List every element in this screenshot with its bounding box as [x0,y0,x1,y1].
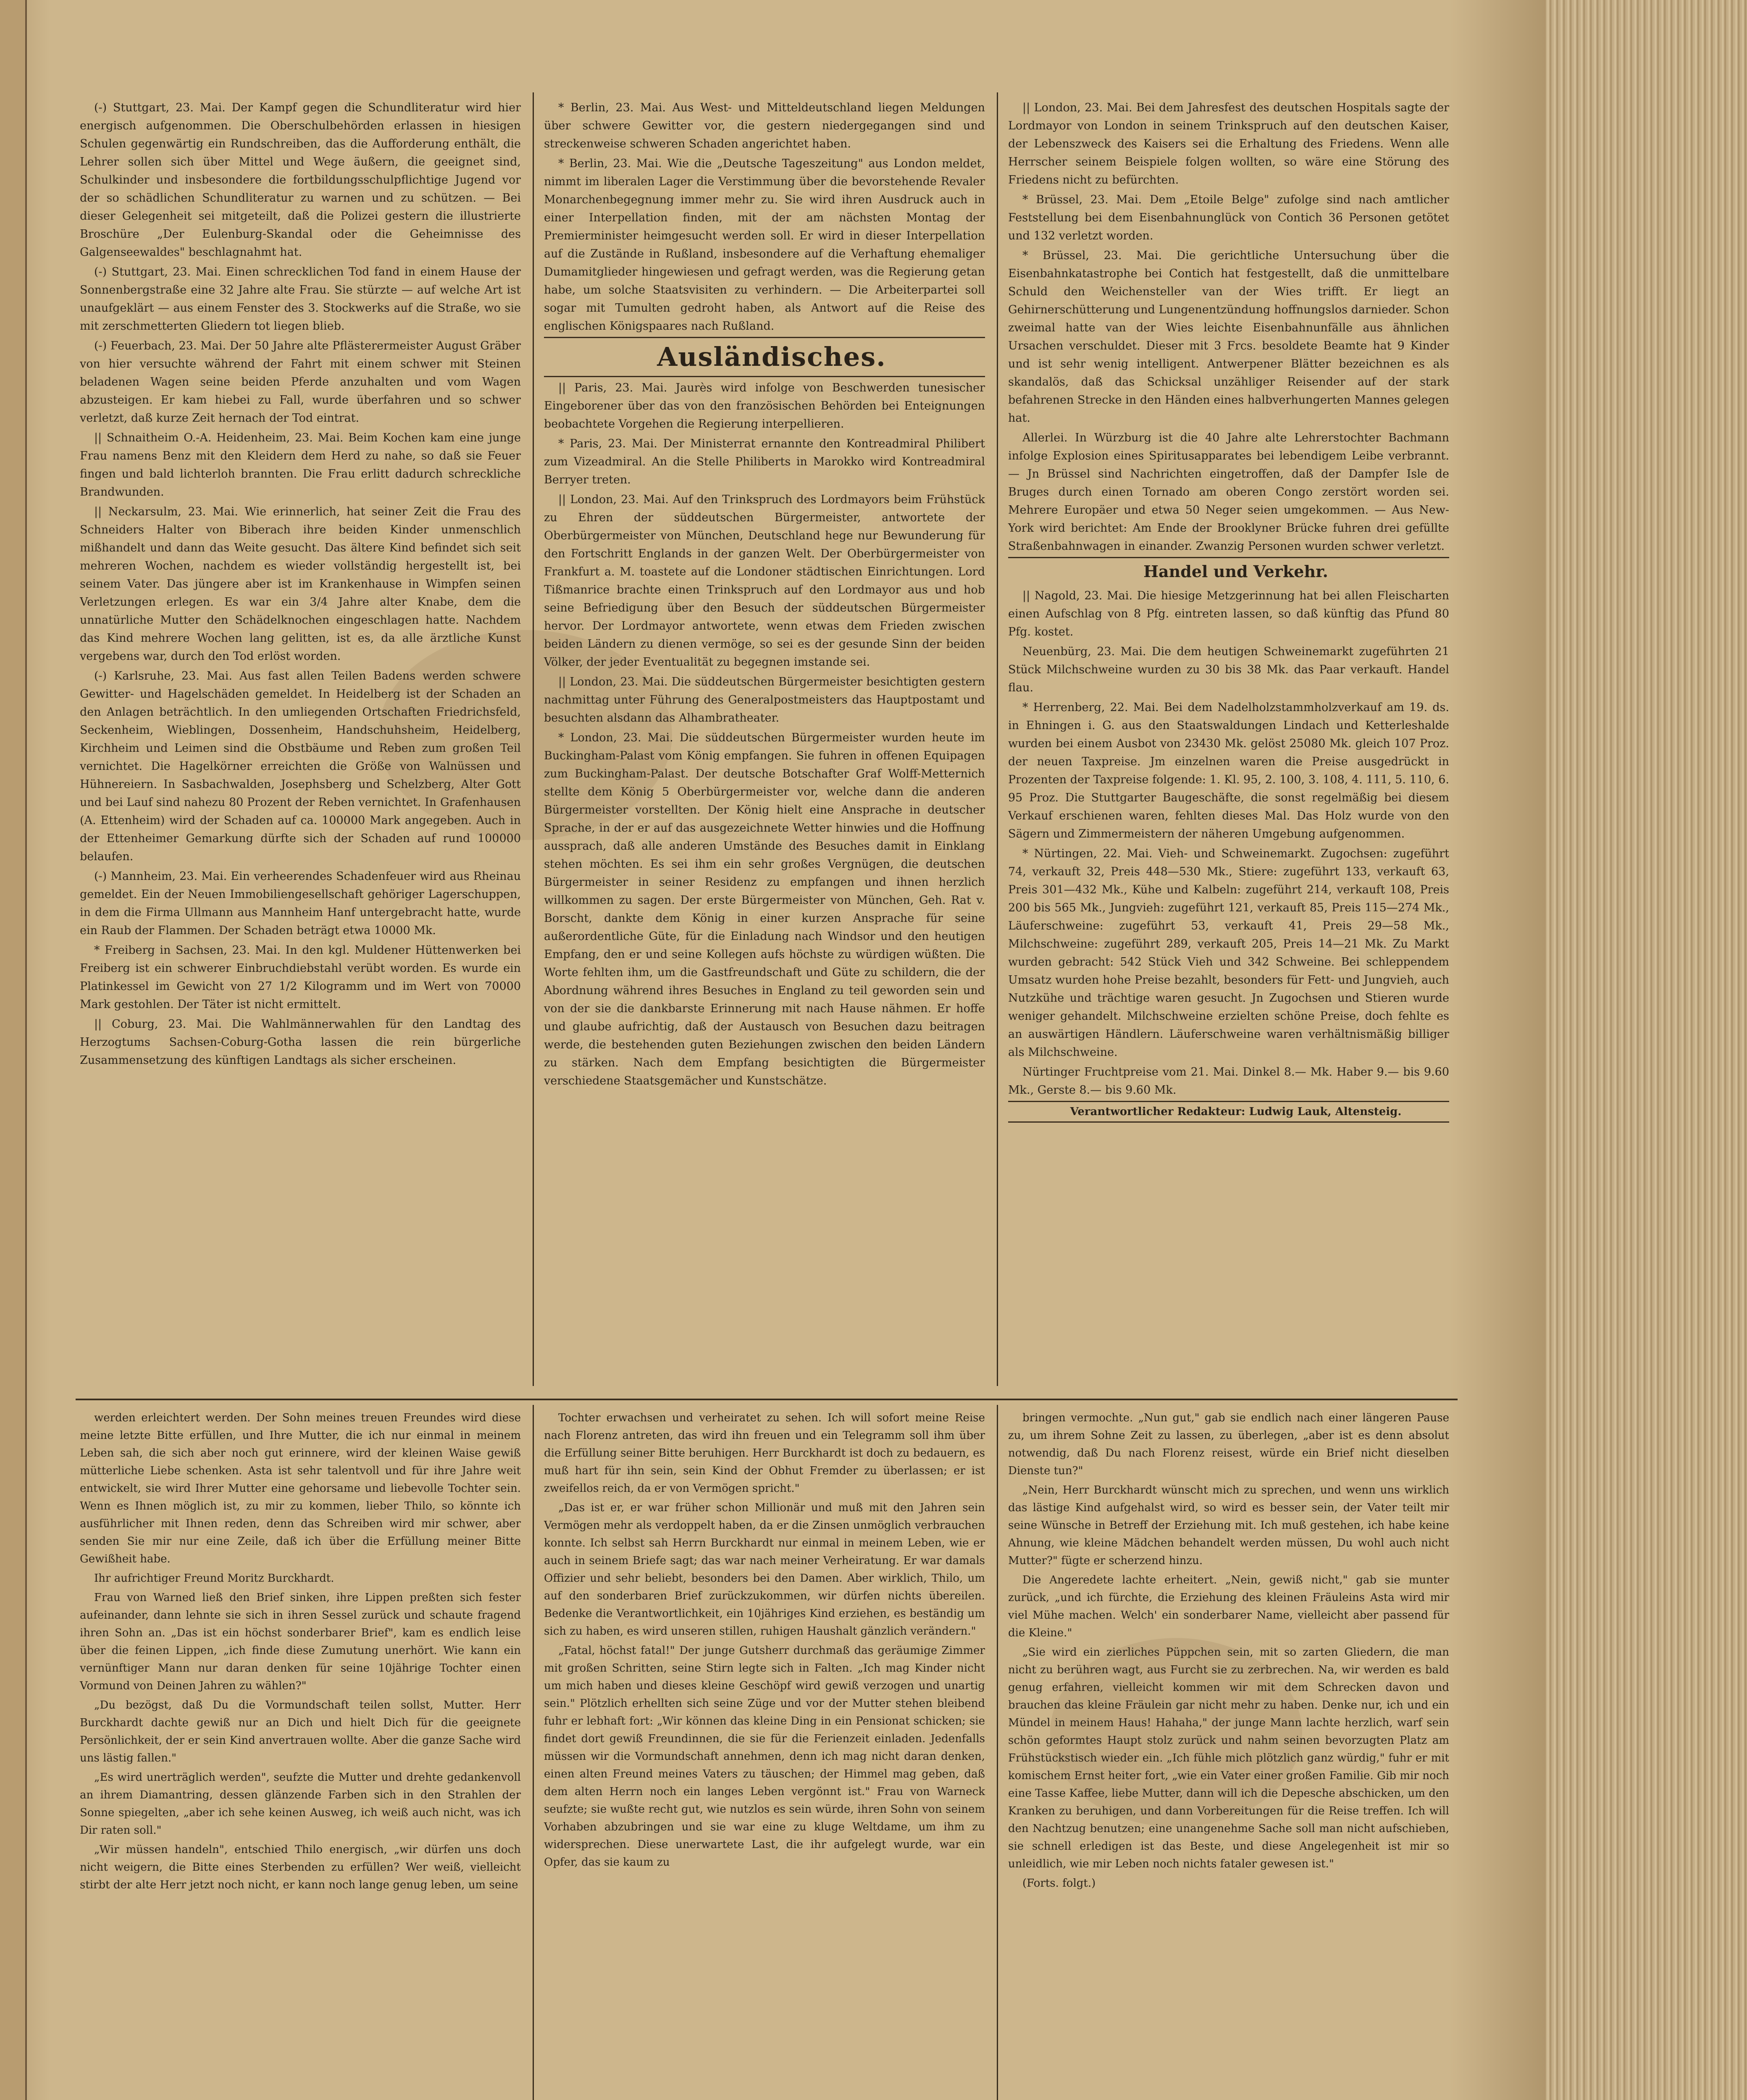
column-rule [533,1405,534,2100]
column-rule [997,1405,998,2100]
news-item: || Neckarsulm, 23. Mai. Wie erinnerlich, hat seiner Zeit die Frau des Schneiders Halter von Biberach ihre beiden Kinder unmenschlich mißhandelt und dann das Weite gesucht. Das ältere Kind befindet sich seit mehreren Wochen, nachdem es wieder vollständig hergestellt ist, bei seinem Vater. Das jüngere aber ist im Krankenhause in Wimpfen seinen Verletzungen erlegen. Es war ein 3/4 Jahre alter Knabe, dem die unnatürliche Mutter den Schädelknochen eingeschlagen hatte. Nachdem das Kind mehrere Wochen lang gelitten, ist es, da alle ärztliche Kunst vergebens war, durch den Tod erlöst worden. [80,505,521,663]
facing-page-edge [0,0,27,2100]
news-item: * Paris, 23. Mai. Der Ministerrat ernannte den Kontreadmiral Philibert zum Vizeadmiral. An die Stelle Philiberts in Marokko wird Kontreadmiral Berryer treten. [544,437,985,486]
news-item: Nürtinger Fruchtpreise vom 21. Mai. Dinkel 8.— Mk. Haber 9.— bis 9.60 Mk., Gerste 8.— bis 9.60 Mk. [1008,1066,1449,1097]
news-item: (-) Feuerbach, 23. Mai. Der 50 Jahre alte Pflästerermeister August Gräber von hier versuchte während der Fahrt mit einem schwer mit Steinen beladenen Wagen seine beiden Pferde anzuhalten und vom Wagen abzusteigen. Er kam hiebei zu Fall, wurde überfahren und so schwer verletzt, daß kurze Zeit hernach der Tod eintrat. [80,339,521,425]
news-column-1 [80,99,521,1071]
news-item: * Nürtingen, 22. Mai. Vieh- und Schweinemarkt. Zugochsen: zugeführt 74, verkauft 32, Preis 448—530 Mk., Stiere: zugeführt 133, verkauft 63, Preis 301—432 Mk., Kühe und Kalbeln: zugeführt 214, verkauft 108, Preis 200 bis 565 Mk., Jungvieh: zugeführt 121, verkauft 85, Preis 115—274 Mk., Läuferschweine: zugeführt 53, verkauft 41, Preis 29—58 Mk., Milchschweine: zugeführt 289, verkauft 205, Preis 14—21 Mk. Zu Markt wurden gebracht: 542 Stück Vieh und 342 Schweine. Bei schleppendem Umsatz wurden hohe Preise bezahlt, besonders für Fett- und Jungvieh, auch Nutzkühe und trächtige waren gesucht. Jn Zugochsen und Stieren wurde weniger gehandelt. Milchschweine erzielten schöne Preise, doch fehlte es an auswärtigen Händlern. Läuferschweine waren verhältnismäßig billiger als Milchschweine. [1008,847,1449,1059]
inland-news [544,99,985,335]
feuilleton-paragraph: „Wir müssen handeln", entschied Thilo energisch, „wir dürfen uns doch nicht weigern, die Bitte eines Sterbenden zu erfüllen? Wer weiß, vielleicht stirbt der alte Herr jetzt noch nicht, er kann noch lange genug leben, um seine [80,1843,521,1891]
trade-news [1008,587,1449,1099]
feuilleton-paragraph: Ihr aufrichtiger Freund Moritz Burckhardt. [94,1572,334,1585]
feuilleton-paragraph: bringen vermochte. „Nun gut," gab sie endlich nach einer längeren Pause zu, um ihrem Sohne Zeit zu lassen, zu überlegen, „aber ist es denn absolut notwendig, daß Du nach Florenz reisest, würde ein Brief nicht dieselben Dienste tun?" [1008,1412,1449,1477]
news-item: || Nagold, 23. Mai. Die hiesige Metzgerinnung hat bei allen Fleischarten einen Aufschlag von 8 Pfg. eintreten lassen, so daß künftig das Pfund 80 Pfg. kostet. [1008,589,1449,638]
column-rule [533,92,534,1386]
section-heading-handel: Handel und Verkehr. [1008,557,1449,585]
book-binding-edge [1546,0,1747,2100]
news-item: Neuenbürg, 23. Mai. Die dem heutigen Schweinemarkt zugeführten 21 Stück Milchschweine wurden zu 30 bis 38 Mk. das Paar verkauft. Handel flau. [1008,645,1449,694]
feuilleton-column-2 [544,1409,985,1873]
news-item: * London, 23. Mai. Die süddeutschen Bürgermeister wurden heute im Buckingham-Palast vom König empfangen. Sie fuhren in offenen Equipagen zum Buckingham-Palast. Der deutsche Botschafter Graf Wolff-Metternich stellte dem König 5 Oberbürgermeister vor, welche dann die anderen Bürgermeister vorstellten. Der König hielt eine Ansprache in deutscher Sprache, in der er auf das ausgezeichnete Wetter hinwies und die Hoffnung aussprach, daß alle anderen Umstände des Besuches damit in Einklang stehen möchten. Es sei ihm ein sehr großes Vergnügen, die deutschen Bürgermeister in seiner Residenz zu empfangen und ihnen herzlich willkommen zu sagen. Der erste Bürgermeister von München, Geh. Rat v. Borscht, dankte dem König in einer kurzen Ansprache für seine außerordentliche Güte, für die Einladung nach Windsor und den heutigen Empfang, den er und seine Kollegen aufs höchste zu würdigen wüßten. Die Worte fehlten ihm, um die Gastfreundschaft und Güte zu schildern, die der Abordnung während ihres Besuches in England zu teil geworden sein und von der sie die dankbarste Erinnerung mit nach Hause nähmen. Er hoffe und glaube aufrichtig, daß der Austausch von Besuchen dazu beitragen werde, die bestehenden guten Beziehungen zwischen den beiden Ländern zu stärken. Nach dem Empfang besichtigten die Bürgermeister verschiedene Staatsgemächer und Kunstschätze. [544,731,985,1087]
feuilleton-column-1 [80,1409,521,1895]
feuilleton-paragraph: werden erleichtert werden. Der Sohn meines treuen Freundes wird diese meine letzte Bitte erfüllen, und Ihre Mutter, die ich nur einmal in meinem Leben sah, die sich aber noch gut erinnere, wird der kleinen Waise gewiß mütterliche Liebe schenken. Asta ist sehr talentvoll und für ihre Jahre weit entwickelt, sie wird Ihrer Mutter eine gehorsame und liebevolle Tochter sein. Wenn es Ihnen möglich ist, zu mir zu kommen, lieber Thilo, so könnte ich ausführlicher mit Ihnen reden, denn das Schreiben wird mir schwer, aber senden Sie mir nur eine Zeile, daß ich über die Erfüllung meiner Bitte Gewißheit habe. [80,1412,521,1565]
news-item: || London, 23. Mai. Auf den Trinkspruch des Lordmayors beim Frühstück zu Ehren der süddeutschen Bürgermeister, antwortete der Oberbürgermeister von München, Deutschland hege nur Bewunderung für den Fortschritt Englands in der ganzen Welt. Der Oberbürgermeister von Frankfurt a. M. toastete auf die Londoner städtischen Einrichtungen. Lord Tißmanrice brachte einen Trinkspruch auf den Lordmayor aus und hob seine Befriedigung über den Besuch der süddeutschen Bürgermeister hervor. Der Lordmayor antwortete, wenn etwas dem Frieden zwischen beiden Ländern zu dienen vermöge, so sei es der gesunde Sinn der beiden Völker, der jeder Eventualität zu begegnen imstande sei. [544,493,985,669]
feuilleton-paragraph: „Es wird unerträglich werden", seufzte die Mutter und drehte gedankenvoll an ihrem Diamantring, dessen glänzende Farben sich in den Strahlen der Sonne spiegelten, „aber ich sehe keinen Ausweg, ich weiß auch nicht, was ich Dir raten soll." [80,1771,521,1837]
news-item: (-) Karlsruhe, 23. Mai. Aus fast allen Teilen Badens werden schwere Gewitter- und Hagelschäden gemeldet. In Heidelberg ist der Schaden an den Anlagen beträchtlich. In den umliegenden Ortschaften Friedrichsfeld, Seckenheim, Wieblingen, Dossenheim, Handschuhsheim, Heidelberg, Kirchheim und Leimen sind die Obstbäume und Reben zum großen Teil vernichtet. Die Hagelkörner erreichten die Größe von Walnüssen und Hühnereiern. In Sasbachwalden, Josephsberg und Schelzberg, Alter Gott und bei Lauf sind nahezu 80 Prozent der Reben vernichtet. In Grafenhausen (A. Ettenheim) wird der Schaden auf ca. 100000 Mark angegeben. Auch in der Ettenheimer Gemarkung dürfte sich der Schaden auf rund 100000 belaufen. [80,669,521,863]
news-item: || Schnaitheim O.-A. Heidenheim, 23. Mai. Beim Kochen kam eine junge Frau namens Benz mit den Kleidern dem Herd zu nahe, so daß sie Feuer fingen und bald lichterloh brannten. Die Frau erlitt dadurch schreckliche Brandwunden. [80,431,521,499]
foreign-news [544,379,985,1090]
feuilleton-paragraph: „Nein, Herr Burckhardt wünscht mich zu sprechen, und wenn uns wirklich das lästige Kind aufgehalst wird, so wird es besser sein, der Vater teilt mir seine Wünsche in Betreff der Erziehung mit. Ich muß gestehen, ich habe keine Ahnung, wie kleine Mädchen behandelt werden müssen, Du wohl auch nicht Mutter?" fügte er scherzend hinzu. [1008,1484,1449,1567]
news-item: || Coburg, 23. Mai. Die Wahlmännerwahlen für den Landtag des Herzogtums Sachsen-Coburg-Gotha lassen die rein bürgerliche Zusammensetzung des künftigen Landtags als sicher erscheinen. [80,1018,521,1067]
feuilleton-paragraph: „Du bezögst, daß Du die Vormundschaft teilen sollst, Mutter. Herr Burckhardt dachte gewiß nur an Dich und hielt Dich für die geeignete Persönlichkeit, der er sein Kind anvertrauen wollte. Aber die ganze Sache wird uns lästig fallen." [80,1699,521,1764]
misc-news [1008,99,1449,555]
news-item: * Brüssel, 23. Mai. Die gerichtliche Untersuchung über die Eisenbahnkatastrophe bei Contich hat festgestellt, daß die unmittelbare Schuld den Weichensteller van der Wies trifft. Er liegt an Gehirnerschütterung und Lungenentzündung hoffnungslos darnieder. Schon zweimal hatte van der Wies leichte Eisenbahnunfälle aus ähnlichen Ursachen verschuldet. Dieser mit 3 Frcs. besoldete Beamte hat 9 Kinder und ist sehr wenig intelligent. Antwerpener Blätter bezeichnen es als skandalös, daß das Schicksal unzähliger Reisender auf der stark befahrenen Strecke in den Händen eines halbverhungerten Mannes gelegen hat. [1008,249,1449,425]
feuilleton-paragraph: „Das ist er, er war früher schon Millionär und muß mit den Jahren sein Vermögen mehr als verdoppelt haben, da er die Zinsen unmöglich verbrauchen konnte. Ich selbst sah Herrn Burckhardt nur einmal in meinem Leben, wie er auch in seinem Briefe sagt; das war nach meiner Verheiratung. Er war damals Offizier und sehr beliebt, besonders bei den Damen. Aber wirklich, Thilo, um auf den sonderbaren Brief zurückzukommen, wir dürfen nichts übereilen. Bedenke die Verantwortlichkeit, ein 10jähriges Kind erziehen, es beständig um sich zu haben, es wird unseren stillen, ruhigen Haushalt gänzlich verändern." [544,1502,985,1638]
news-item: (-) Mannheim, 23. Mai. Ein verheerendes Schadenfeuer wird aus Rheinau gemeldet. Ein der Neuen Immobiliengesellschaft gehöriger Lagerschuppen, in dem die Firma Ullmann aus Mannheim Hanf untergebracht hatte, wurde ein Raub der Flammen. Der Schaden beträgt etwa 10000 Mk. [80,870,521,937]
news-item: * Freiberg in Sachsen, 23. Mai. In den kgl. Muldener Hüttenwerken bei Freiberg ist ein schwerer Einbruchdiebstahl verübt worden. Es wurde ein Platinkessel im Gewicht von 27 1/2 Kilogramm und im Wert von 70000 Mark gestohlen. Der Täter ist nicht ermittelt. [80,944,521,1011]
feuilleton-rule [76,1399,1458,1400]
editor-line: Verantwortlicher Redakteur: Ludwig Lauk, Altensteig. [1008,1101,1449,1123]
news-item: * Berlin, 23. Mai. Wie die „Deutsche Tageszeitung" aus London meldet, nimmt im liberalen Lager die Verstimmung über die bevorstehende Revaler Monarchenbegegnung immer mehr zu. Sie wird ihren Ausdruck auch in einer Interpellation finden, mit der am nächsten Montag der Premierminister heimgesucht werden soll. Er wird in dieser Interpellation auf die Zustände in Rußland, insbesondere auf die Verhaftung ehemaliger Dumamitglieder hingewiesen und gefragt werden, was die Regierung getan habe, um solche Staatsvisiten zu verhindern. — Die Arbeiterpartei soll sogar mit Tumulten gedroht haben, als Antwort auf die Reise des englischen Königspaares nach Rußland. [544,157,985,333]
section-heading-ausland: Ausländisches. [544,337,985,377]
news-item: || Paris, 23. Mai. Jaurès wird infolge von Beschwerden tunesischer Eingeborener über das von den französischen Behörden bei Enteignungen beobachtete Vorgehen die Regierung interpellieren. [544,381,985,430]
feuilleton-column-3 [1008,1409,1449,1894]
news-item: || London, 23. Mai. Bei dem Jahresfest des deutschen Hospitals sagte der Lordmayor von London in seinem Trinkspruch auf den deutschen Kaiser, der Lebenszweck des Kaisers sei die Erhaltung des Friedens. Wenn alle Herrscher seinem Beispiele folgen wollten, so wäre eine Störung des Friedens nicht zu befürchten. [1008,101,1449,186]
news-item: (-) Stuttgart, 23. Mai. Der Kampf gegen die Schundliteratur wird hier energisch aufgenommen. Die Oberschulbehörden erlassen in hiesigen Schulen gegenwärtig ein Rundschreiben, das die Aufforderung enthält, die Lehrer sollen sich über Mittel und Wege äußern, die geeignet sind, Schulkinder und insbesondere die fortbildungsschulpflichtige Jugend vor der so schädlichen Schundliteratur zu warnen und zu schützen. — Bei dieser Gelegenheit sei mitgeteilt, daß die Polizei gestern die illustrierte Broschüre „Der Eulenburg-Skandal oder die Geheimnisse des Galgenseewaldes" beschlagnahmt hat. [80,101,521,259]
news-item: (-) Stuttgart, 23. Mai. Einen schrecklichen Tod fand in einem Hause der Sonnenbergstraße eine 32 Jahre alte Frau. Sie stürzte — auf welche Art ist unaufgeklärt — aus einem Fenster des 3. Stockwerks auf die Straße, wo sie mit zerschmetterten Gliedern tot liegen blieb. [80,265,521,333]
news-item: Allerlei. In Würzburg ist die 40 Jahre alte Lehrerstochter Bachmann infolge Explosion eines Spiritusapparates bei lebendigem Leibe verbrannt. — Jn Brüssel sind Nachrichten eingetroffen, daß der Dampfer Isle de Bruges durch einen Tornado am oberen Congo zerstört worden sei. Mehrere Europäer und etwa 50 Neger seien umgekommen. — Aus New-York wird berichtet: Am Ende der Brooklyner Brücke fuhren drei gefüllte Straßenbahnwagen in einander. Zwanzig Personen wurden schwer verletzt. [1008,431,1449,553]
news-item: * Herrenberg, 22. Mai. Bei dem Nadelholzstammholzverkauf am 19. ds. in Ehningen i. G. aus den Staatswaldungen Lindach und Ketterleshalde wurden bei einem Ausbot von 23430 Mk. gelöst 25080 Mk. gleich 107 Proz. der neuen Taxpreise. Jm einzelnen waren die Preise ausgedrückt in Prozenten der Taxpreise folgende: 1. Kl. 95, 2. 100, 3. 108, 4. 111, 5. 110, 6. 95 Proz. Die Stuttgarter Baugeschäfte, die sonst regelmäßig bei diesem Verkauf erschienen waren, fehlten dieses Mal. Das Holz wurde von den Sägern und Zimmermeistern der näheren Umgebung aufgenommen. [1008,701,1449,840]
feuilleton-paragraph: „Sie wird ein zierliches Püppchen sein, mit so zarten Gliedern, die man nicht zu berühren wagt, aus Furcht sie zu zerbrechen. Na, wir werden es bald genug erfahren, vielleicht kommen wir mit dem Schrecken davon und brauchen das kleine Fräulein gar nicht mehr zu haben. Denke nur, ich und ein Mündel in meinem Haus! Hahaha," der junge Mann lachte herzlich, warf sein schön geformtes Haupt stolz zurück und nahm seinen bevorzugten Platz am Frühstückstisch wieder ein. „Ich fühle mich plötzlich ganz würdig," fuhr er mit komischem Ernst heiter fort, „wie ein Vater einer großen Familie. Gib mir noch eine Tasse Kaffee, liebe Mutter, dann will ich die Depesche abschicken, um den Kranken zu beruhigen, und dann Vorbereitungen für die Reise treffen. Ich will den Nachtzug benutzen; eine unangenehme Sache soll man nicht aufschieben, sie schnell erledigen ist das Beste, und diese Angelegenheit ist mir so unleidlich, wie mir Leben noch nichts fataler gewesen ist." [1008,1646,1449,1870]
feuilleton-paragraph: Die Angeredete lachte erheitert. „Nein, gewiß nicht," gab sie munter zurück, „und ich fürchte, die Erziehung des kleinen Fräuleins Asta wird mir viel Mühe machen. Welch' ein sonderbarer Name, vielleicht aber passend für die Kleine." [1008,1574,1449,1639]
news-item: * Brüssel, 23. Mai. Dem „Etoile Belge" zufolge sind nach amtlicher Feststellung bei dem Eisenbahnunglück von Contich 36 Personen getötet und 132 verletzt worden. [1008,193,1449,242]
news-column-2 [544,99,985,1092]
feuilleton-paragraph: „Fatal, höchst fatal!" Der junge Gutsherr durchmaß das geräumige Zimmer mit großen Schritten, seine Stirn legte sich in Falten. „Ich mag Kinder nicht um mich haben und dieses kleine Geschöpf wird gewiß verzogen und unartig sein." Plötzlich erhellten sich seine Züge und vor der Mutter stehen bleibend fuhr er lebhaft fort: „Wir können das kleine Ding in ein Pensionat schicken; sie findet dort gewiß Freundinnen, die sie für die Ferienzeit einladen. Jedenfalls müssen wir die Vormundschaft annehmen, denn ich mag nicht daran denken, einen alten Freund meines Vaters zu täuschen; der Himmel mag geben, daß dem alten Herrn noch ein langes Leben vergönnt ist." Frau von Warneck seufzte; sie wußte recht gut, wie nutzlos es sein würde, ihren Sohn von seinem Vorhaben abzubringen und sie war eine zu kluge Weltdame, um ihm zu widersprechen. Diese unerwartete Last, die ihr aufgelegt wurde, war ein Opfer, das sie kaum zu [544,1644,985,1869]
news-item: || London, 23. Mai. Die süddeutschen Bürgermeister besichtigten gestern nachmittag unter Führung des Generalpostmeisters das Hauptpostamt und besuchten alsdann das Alhambratheater. [544,675,985,724]
feuilleton-paragraph: (Forts. folgt.) [1022,1877,1096,1890]
feuilleton-paragraph: Frau von Warned ließ den Brief sinken, ihre Lippen preßten sich fester aufeinander, dann lehnte sie sich in ihren Sessel zurück und schaute fragend ihren Sohn an. „Das ist ein höchst sonderbarer Brief", kam es endlich leise über die feinen Lippen, „ich finde diese Zumutung unerhört. Wie kann ein vernünftiger Mann nur daran denken für seine 10jährige Tochter einen Vormund von Deinen Jahren zu wählen?" [80,1591,521,1692]
news-item: * Berlin, 23. Mai. Aus West- und Mitteldeutschland liegen Meldungen über schwere Gewitter vor, die gestern niedergegangen sind und streckenweise schweren Schaden angerichtet haben. [544,101,985,150]
column-rule [997,92,998,1386]
news-column-3 [1008,99,1449,1124]
feuilleton-paragraph: Tochter erwachsen und verheiratet zu sehen. Ich will sofort meine Reise nach Florenz antreten, das wird ihn freuen und ein Telegramm soll ihm über die Erfüllung seiner Bitte beruhigen. Herr Burckhardt ist doch zu bedauern, es muß hart für ihn sein, sein Kind der Obhut Fremder zu überlassen; er ist zweifellos reich, da er von Vermögen spricht." [544,1412,985,1495]
